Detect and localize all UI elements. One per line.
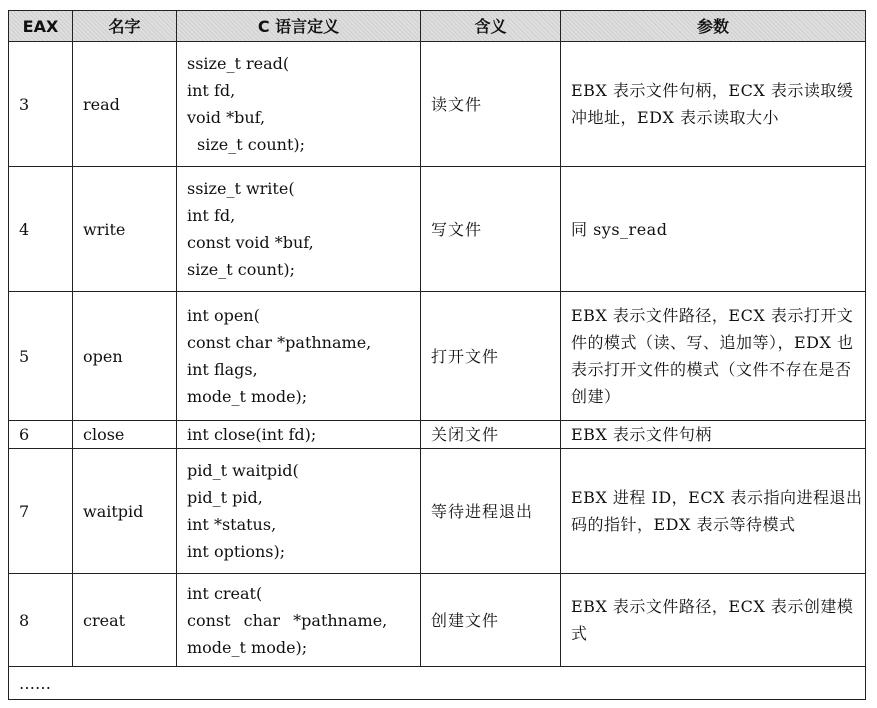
header-params: 参数: [561, 11, 866, 42]
eax-cell: 7: [9, 449, 73, 574]
definition-line: int flags,: [187, 360, 258, 379]
definition-line: const char *pathname,: [187, 333, 372, 352]
table-row: [9, 449, 866, 574]
definition-line: pid_t waitpid(: [187, 461, 299, 480]
definition-cell: [177, 421, 421, 449]
name-cell: creat: [73, 574, 177, 667]
eax-cell: 6: [9, 421, 73, 449]
definition-line: int open(: [187, 306, 260, 325]
definition-cell: [177, 574, 421, 667]
meaning-cell: 关闭文件: [421, 421, 561, 449]
meaning-cell: 创建文件: [421, 574, 561, 667]
meaning-cell: 写文件: [421, 167, 561, 292]
definition-line: int options);: [187, 542, 286, 561]
header-c-definition: C 语言定义: [177, 11, 421, 42]
table-row: [9, 574, 866, 667]
definition-line: const char *pathname,: [187, 610, 388, 630]
header-name: 名字: [73, 11, 177, 42]
definition-line: int close(int fd);: [187, 425, 317, 444]
definition-line: size_t count);: [187, 260, 296, 279]
meaning-cell: 打开文件: [421, 292, 561, 421]
definition-line: pid_t pid,: [187, 488, 263, 507]
name-cell: close: [73, 421, 177, 449]
meaning-cell: 等待进程退出: [421, 449, 561, 574]
header-row: [9, 11, 866, 42]
params-cell: EBX 表示文件路径，ECX 表示创建模式: [561, 574, 866, 667]
meaning-cell: 读文件: [421, 42, 561, 167]
header-meaning: 含义: [421, 11, 561, 42]
params-cell: 同 sys_read: [561, 167, 866, 292]
definition-cell: [177, 42, 421, 167]
table-row: [9, 292, 866, 421]
ellipsis-row: [9, 667, 866, 700]
table-row: [9, 42, 866, 167]
eax-cell: 5: [9, 292, 73, 421]
header-eax: EAX: [9, 11, 73, 42]
name-cell: write: [73, 167, 177, 292]
definition-line: int fd,: [187, 206, 236, 225]
definition-line: void *buf,: [187, 108, 266, 127]
definition-line: ssize_t read(: [187, 54, 290, 73]
params-cell: EBX 进程 ID，ECX 表示指向进程退出码的指针，EDX 表示等待模式: [561, 449, 866, 574]
table-row: [9, 167, 866, 292]
definition-cell: [177, 449, 421, 574]
table-row: [9, 421, 866, 449]
definition-line: size_t count);: [197, 135, 306, 154]
syscall-table: [8, 10, 866, 700]
definition-cell: [177, 167, 421, 292]
eax-cell: 3: [9, 42, 73, 167]
definition-line: mode_t mode);: [187, 387, 308, 406]
ellipsis-cell: ……: [9, 667, 866, 700]
eax-cell: 4: [9, 167, 73, 292]
definition-line: const void *buf,: [187, 233, 314, 252]
definition-line: ssize_t write(: [187, 179, 295, 198]
params-cell: EBX 表示文件路径，ECX 表示打开文件的模式（读、写、追加等），EDX 也表示打开文件的模式（文件不存在是否创建）: [561, 292, 866, 421]
definition-line: int fd,: [187, 81, 236, 100]
definition-line: int creat(: [187, 583, 263, 603]
table-header: [9, 11, 866, 42]
name-cell: waitpid: [73, 449, 177, 574]
definition-line: int *status,: [187, 515, 277, 534]
params-cell: EBX 表示文件句柄，ECX 表示读取缓冲地址，EDX 表示读取大小: [561, 42, 866, 167]
definition-cell: [177, 292, 421, 421]
name-cell: open: [73, 292, 177, 421]
eax-cell: 8: [9, 574, 73, 667]
name-cell: read: [73, 42, 177, 167]
table-body: [9, 42, 866, 700]
params-cell: EBX 表示文件句柄: [561, 421, 866, 449]
definition-line: mode_t mode);: [187, 637, 308, 657]
